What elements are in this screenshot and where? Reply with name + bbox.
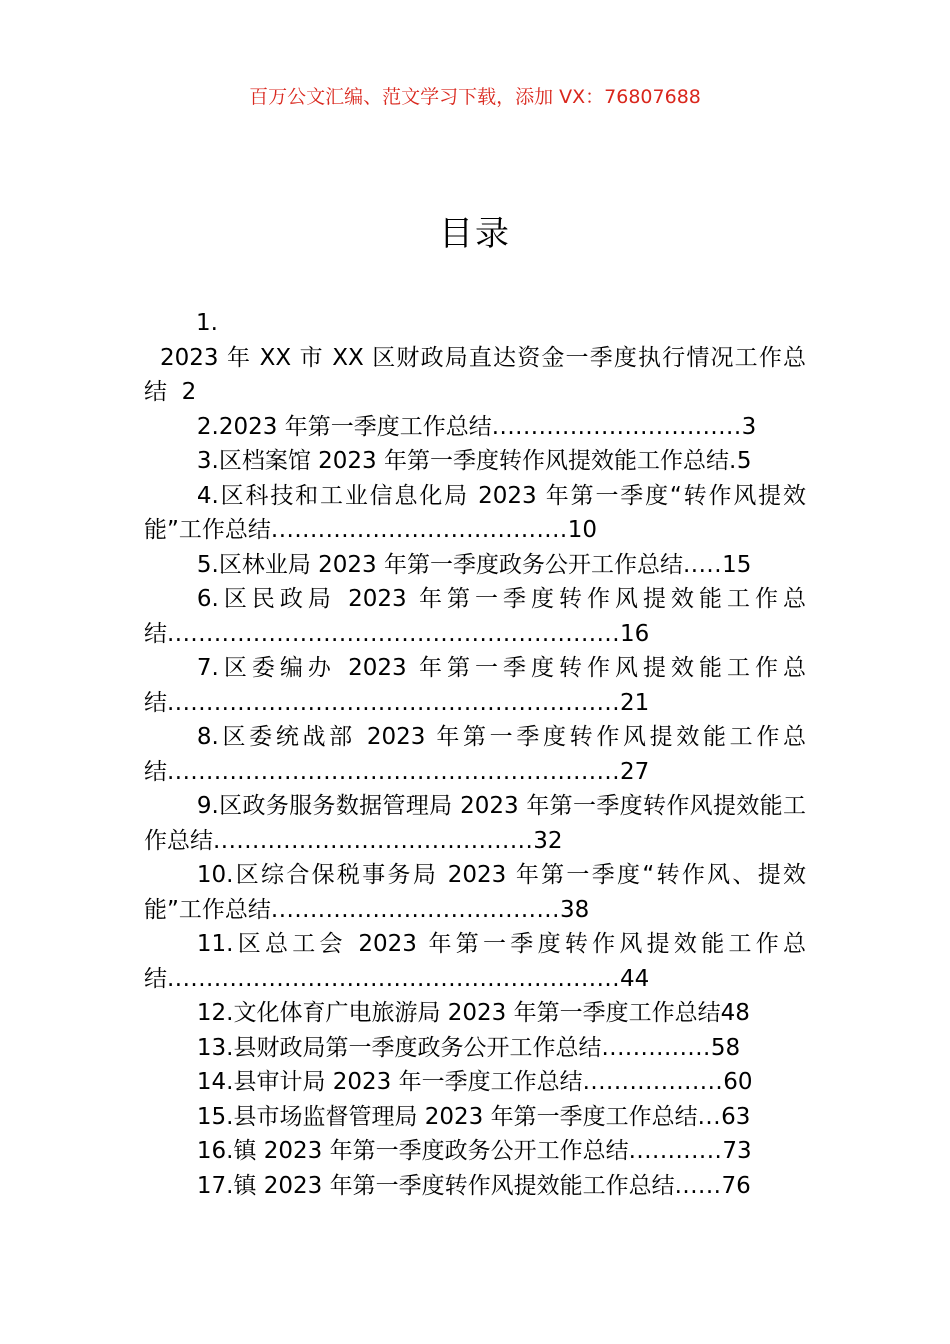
toc-entry-6[interactable]	[144, 582, 806, 651]
toc-entry-17[interactable]	[144, 1169, 806, 1204]
toc-leader-dots: ...	[697, 1103, 722, 1130]
toc-leader-dots: ..........................................................	[167, 689, 621, 716]
toc-entry-2[interactable]	[144, 410, 806, 445]
toc-entry-11[interactable]	[144, 927, 806, 996]
toc-entry-title: 2023 年 XX 市 XX 区财政局直达资金一季度执行情况工作总结	[144, 344, 806, 405]
toc-entry-5[interactable]	[144, 548, 806, 583]
toc-leader-dots: .	[729, 448, 737, 474]
header-note: 百万公文汇编、范文学习下载，添加 VX：76807688	[249, 86, 701, 108]
toc-entry-title: 区总工会 2023 年第一季度转作风提效能工作总结	[144, 931, 806, 992]
toc-entry-page: 32	[533, 827, 563, 854]
toc-entry-number: 3.	[196, 448, 219, 474]
toc-entry-7[interactable]	[144, 651, 806, 720]
toc-entry-title: 县市场监督管理局 2023 年第一季度工作总结	[233, 1103, 698, 1130]
toc-leader-dots: .....................................	[270, 896, 560, 923]
toc-entry-4[interactable]	[144, 479, 806, 548]
toc-entry-page: 27	[620, 758, 650, 785]
toc-entry-number: 12.	[196, 1000, 234, 1026]
toc-entry-page: 44	[620, 965, 650, 992]
toc-entry-page: 48	[720, 1000, 750, 1026]
toc-entry-number: 8.	[196, 724, 219, 750]
toc-entry-title: 区科技和工业信息化局 2023 年第一季度“转作风提效能”工作总结	[144, 482, 806, 543]
toc-entry-title: 区综合保税事务局 2023 年第一季度“转作风、提效能”工作总结	[144, 862, 806, 923]
toc-entry-9[interactable]	[144, 789, 806, 858]
toc-entry-3[interactable]	[144, 444, 806, 479]
toc-leader-dots: ..........................................................	[167, 965, 621, 992]
toc-entry-page: 76	[721, 1172, 751, 1199]
toc-entry-number: 4.	[196, 482, 219, 509]
toc-entry-title: 区委统战部 2023 年第一季度转作风提效能工作总结	[144, 724, 806, 785]
toc-entry-number: 10.	[196, 862, 234, 888]
toc-entry-page: 15	[722, 551, 752, 578]
toc-entry-title: 区民政局 2023 年第一季度转作风提效能工作总结	[144, 586, 806, 647]
toc-entry-page: 73	[722, 1138, 752, 1164]
toc-entry-number: 1.	[196, 310, 218, 336]
table-of-contents	[144, 306, 806, 1203]
toc-entry-number: 16.	[196, 1138, 234, 1164]
toc-entry-page: 60	[723, 1069, 753, 1095]
toc-leader-dots: ......	[674, 1172, 722, 1199]
toc-entry-title: 县审计局 2023 年一季度工作总结	[233, 1069, 583, 1095]
toc-entry-8[interactable]	[144, 720, 806, 789]
toc-entry-number: 13.	[196, 1034, 234, 1061]
toc-entry-page: 21	[620, 689, 650, 716]
toc-entry-number: 6.	[196, 586, 219, 612]
page-title: 目录	[439, 214, 511, 254]
toc-leader-dots: ................................	[491, 413, 742, 440]
toc-leader-dots: ..........................................................	[167, 758, 621, 785]
toc-entry-page: 10	[567, 517, 598, 543]
toc-entry-number: 17.	[196, 1172, 234, 1199]
toc-entry-page: 5	[736, 448, 752, 474]
toc-leader-dots: ......................................	[270, 517, 568, 543]
toc-leader-dots: ............	[628, 1138, 723, 1164]
toc-entry-page: 63	[721, 1103, 751, 1130]
toc-entry-14[interactable]	[144, 1065, 806, 1100]
toc-leader-dots: .....	[683, 551, 723, 578]
toc-entry-page: 16	[620, 620, 650, 647]
toc-entry-number: 5.	[196, 551, 219, 578]
toc-leader-dots: ..................	[582, 1069, 724, 1095]
toc-leader-dots: ..............	[601, 1034, 711, 1061]
toc-entry-title: 区政务服务数据管理局 2023 年第一季度转作风提效能工作总结	[144, 793, 806, 854]
toc-entry-number: 11.	[196, 931, 234, 957]
toc-entry-13[interactable]	[144, 1031, 806, 1066]
toc-entry-number: 14.	[196, 1069, 234, 1095]
toc-entry-title: 2023 年第一季度工作总结	[218, 413, 492, 440]
toc-entry-title: 镇 2023 年第一季度转作风提效能工作总结	[233, 1172, 675, 1199]
toc-entry-title: 镇 2023 年第一季度政务公开工作总结	[233, 1138, 629, 1164]
toc-entry-page: 58	[710, 1034, 741, 1061]
toc-entry-16[interactable]	[144, 1134, 806, 1169]
toc-entry-title: 区档案馆 2023 年第一季度转作风提效能工作总结	[218, 448, 729, 474]
toc-entry-number: 15.	[196, 1103, 234, 1130]
toc-entry-page: 3	[741, 413, 757, 440]
toc-entry-15[interactable]	[144, 1100, 806, 1135]
toc-leader-dots: ..........................................................	[167, 620, 621, 647]
toc-entry-page: 2	[181, 379, 197, 405]
toc-entry-number: 9.	[196, 793, 219, 819]
toc-entry-title: 区委编办 2023 年第一季度转作风提效能工作总结	[144, 655, 806, 716]
toc-entry-12[interactable]	[144, 996, 806, 1031]
toc-entry-number: 7.	[196, 655, 219, 681]
toc-entry-title: 区林业局 2023 年第一季度政务公开工作总结	[218, 551, 683, 578]
toc-entry-page: 38	[559, 896, 590, 923]
toc-entry-title: 县财政局第一季度政务公开工作总结	[233, 1034, 602, 1061]
toc-entry-1[interactable]	[144, 306, 806, 410]
toc-entry-title: 文化体育广电旅游局 2023 年第一季度工作总结	[233, 1000, 721, 1026]
toc-entry-number: 2.	[196, 413, 219, 440]
toc-entry-10[interactable]	[144, 858, 806, 927]
toc-leader-dots: .........................................	[213, 827, 534, 854]
